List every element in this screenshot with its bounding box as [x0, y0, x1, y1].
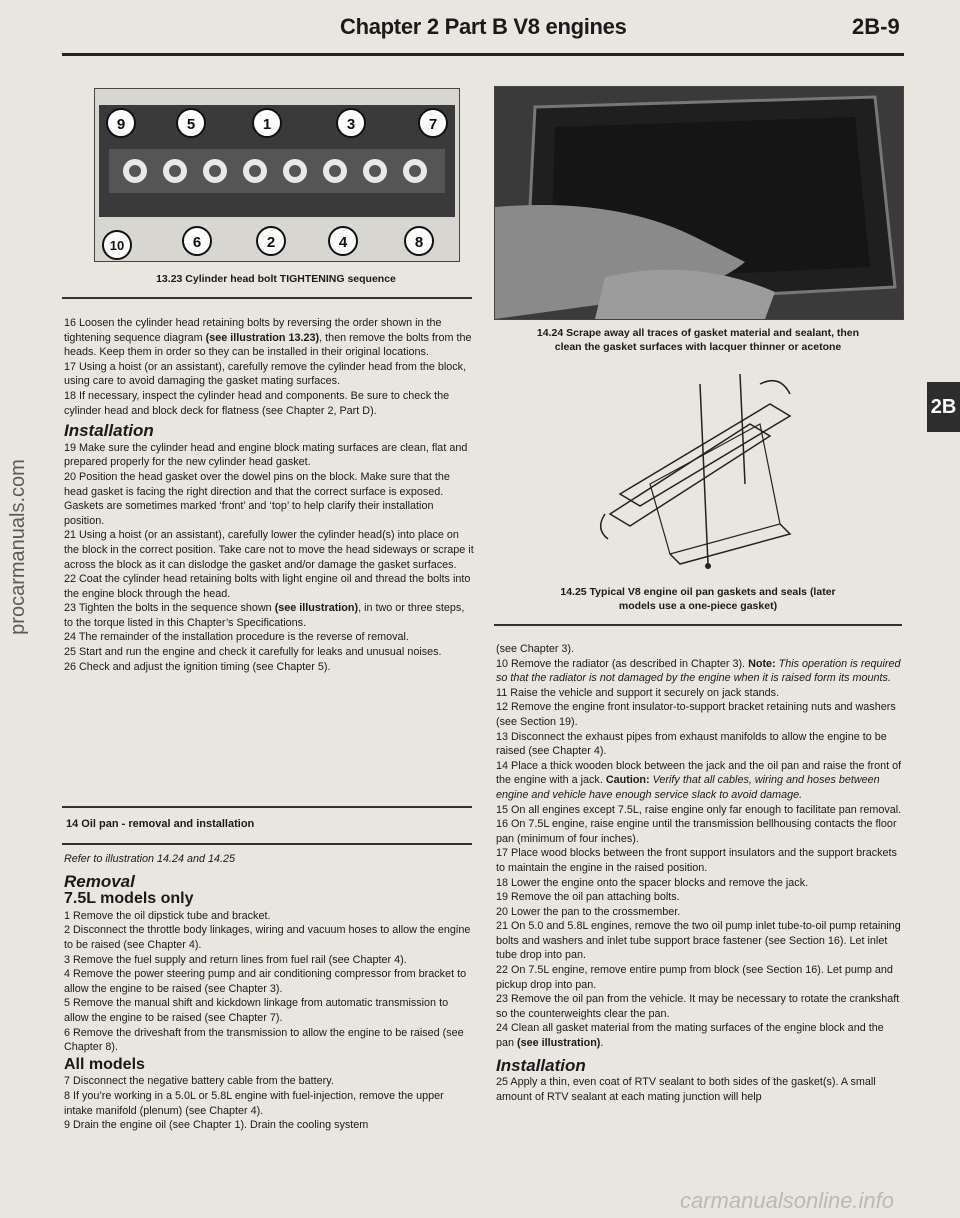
oil-pan-scraping-drawing	[495, 87, 903, 319]
bolt-number: 4	[338, 234, 348, 251]
fig-13-23-caption: 13.23 Cylinder head bolt TIGHTENING sequence	[156, 273, 396, 285]
paragraph: 12 Remove the engine front insulator-to-support bracket retaining nuts and washers (see Section 19).	[496, 701, 896, 728]
bolt-number: 2	[266, 234, 276, 251]
bolt-number: 5	[186, 116, 196, 133]
left-column-upper	[64, 316, 474, 674]
caption-line: 14.25 Typical V8 engine oil pan gaskets and seals (later	[560, 586, 836, 598]
section-rule	[62, 843, 472, 845]
paragraph: 17 Using a hoist (or an assistant), carefully remove the cylinder head from the block, using care to avoid damaging the gasket mating surfaces.	[64, 360, 467, 388]
paragraph: 22 On 7.5L engine, remove entire pump from block (see Section 16). Let pump and pickup drop into pan.	[496, 964, 893, 991]
bolt-number: 10	[109, 238, 125, 253]
paragraph: 20 Lower the pan to the crossmember.	[496, 905, 681, 918]
paragraph: 25 Start and run the engine and check it carefully for leaks and unusual noises.	[64, 646, 442, 659]
paragraph: 18 If necessary, inspect the cylinder head and components. Be sure to check the cylinder head and block deck for flatness (see Chapter 2, Part D).	[64, 389, 450, 417]
section-rule	[494, 624, 902, 626]
paragraph: 7 Disconnect the negative battery cable from the battery.	[64, 1075, 334, 1088]
removal-heading: Removal	[64, 871, 135, 891]
paragraph: 23 Remove the oil pan from the vehicle. It may be necessary to rotate the crankshaft so the counterweights clear the pan.	[496, 993, 900, 1020]
paragraph: 3 Remove the fuel supply and return lines from fuel rail (see Chapter 4).	[64, 953, 407, 966]
all-models-heading: All models	[64, 1055, 145, 1073]
fig-14-24-caption	[494, 326, 902, 354]
paragraph: 13 Disconnect the exhaust pipes from exhaust manifolds to allow the engine to be raised (see Chapter 4).	[496, 730, 887, 758]
section-rule	[62, 806, 472, 808]
paragraph: 4 Remove the power steering pump and air conditioning compressor from bracket to allow the engine to be raised (see Chapter 3).	[64, 968, 467, 995]
installation-heading: Installation	[496, 1055, 586, 1075]
models-75-heading: 7.5L models only	[64, 890, 194, 908]
paragraph: 22 Coat the cylinder head retaining bolts with light engine oil and thread the bolts into the engine block through the head.	[64, 573, 471, 600]
bottom-watermark: carmanualsonline.info	[680, 1188, 895, 1213]
paragraph: 24 The remainder of the installation procedure is the reverse of removal.	[64, 631, 409, 644]
paragraph: 9 Drain the engine oil (see Chapter 1). Drain the cooling system	[64, 1119, 369, 1132]
paragraph: 14 Place a thick wooden block between the jack and the oil pan and raise the front of the engine with a jack. Caution: Verify that all cables, wiring and hoses between engine and vehicle have enough service slack to avoid damage.	[496, 759, 902, 801]
paragraph: 17 Place wood blocks between the front support insulators and the support brackets to maintain the engine in the raised position.	[496, 847, 897, 874]
paragraph: 16 Loosen the cylinder head retaining bolts by reversing the order shown in the tightening sequence diagram (see illustration 13.23), then remove the bolts from the heads. Keep them in order so they can be installed in their original locations.	[64, 317, 472, 359]
paragraph: 25 Apply a thin, even coat of RTV sealant to both sides of the gasket(s). A small amount of RTV sealant at each mating junction will help	[496, 1076, 876, 1103]
paragraph: 8 If you’re working in a 5.0L or 5.8L engine with fuel-injection, remove the upper intake manifold (plenum) (see Chapter 4).	[64, 1089, 444, 1117]
paragraph: 5 Remove the manual shift and kickdown linkage from automatic transmission to allow the engine to be raised (see Chapter 7).	[64, 997, 449, 1024]
bolt-number: 6	[192, 234, 202, 251]
paragraph: 21 Using a hoist (or an assistant), carefully lower the cylinder head(s) into place on the block in the correct position. Take care not to move the head sideways or scrape it across the block as it can dislodge the gasket and/or damage the gasket surfaces.	[64, 529, 474, 571]
paragraph: 24 Clean all gasket material from the mating surfaces of the engine block and the pan (see illustration).	[496, 1022, 884, 1050]
paragraph: 1 Remove the oil dipstick tube and bracket.	[64, 909, 271, 922]
paragraph: 26 Check and adjust the ignition timing (see Chapter 5).	[64, 660, 331, 673]
chapter-title: Chapter 2 Part B V8 engines	[340, 14, 627, 39]
paragraph: 10 Remove the radiator (as described in Chapter 3). Note: This operation is required so that the radiator is not damaged by the engine when it is raised form its mounts.	[496, 657, 901, 685]
installation-heading: Installation	[64, 421, 154, 441]
refer-line: Refer to illustration 14.24 and 14.25	[64, 853, 236, 865]
caption-line: clean the gasket surfaces with lacquer thinner or acetone	[554, 341, 842, 353]
paragraph: 6 Remove the driveshaft from the transmission to allow the engine to be raised (see Chapter 8).	[64, 1026, 464, 1054]
left-column-lower	[64, 852, 474, 1133]
paragraph: 21 On 5.0 and 5.8L engines, remove the two oil pump inlet tube-to-oil pump retaining bolts and washers and inlet tube support brace fastener (see Section 16). Let inlet tube drop into pan.	[496, 920, 901, 962]
paragraph: 11 Raise the vehicle and support it securely on jack stands.	[496, 686, 780, 699]
paragraph: 19 Remove the oil pan attaching bolts.	[496, 891, 680, 904]
page-number: 2B-9	[852, 14, 900, 39]
paragraph: 20 Position the head gasket over the dowel pins on the block. Make sure that the head gasket is facing the right direction and that the correct surface is exposed. Gaskets are sometimes marked ‘front’ and ‘top’ to help clarify their installation position.	[64, 470, 450, 527]
cylinder-head-photo	[94, 88, 460, 262]
cylinder-head-drawing	[95, 89, 459, 261]
paragraph: 2 Disconnect the throttle body linkages, wiring and vacuum hoses to allow the engine to be raised (see Chapter 4).	[64, 924, 471, 951]
gasket-diagram	[580, 364, 820, 576]
oil-pan-photo	[494, 86, 904, 320]
side-watermark: procarmanuals.com	[7, 459, 29, 635]
bolt-number: 9	[116, 116, 126, 133]
bolt-number: 8	[414, 234, 424, 251]
paragraph: 16 On 7.5L engine, raise engine until the transmission bellhousing contacts the floor pan (minimum of four inches).	[496, 818, 897, 845]
paragraph: 23 Tighten the bolts in the sequence shown (see illustration), in two or three steps, to the torque listed in this Chapter’s Specifications.	[64, 602, 465, 629]
fig-14-25-caption	[494, 585, 902, 613]
paragraph: 19 Make sure the cylinder head and engine block mating surfaces are clean, flat and prepared properly for the new cylinder head gasket.	[64, 441, 468, 469]
header-rule	[62, 53, 904, 56]
paragraph: 18 Lower the engine onto the spacer blocks and remove the jack.	[496, 876, 809, 889]
oil-pan-gasket-drawing	[580, 364, 820, 576]
chapter-tab: 2B	[927, 382, 960, 432]
paragraph: 15 On all engines except 7.5L, raise engine only far enough to facilitate pan removal.	[496, 803, 902, 816]
bolt-number: 7	[428, 116, 438, 133]
section-rule	[62, 297, 472, 299]
section-14-title: 14 Oil pan - removal and installation	[66, 818, 255, 830]
caption-line: models use a one-piece gasket)	[618, 600, 778, 612]
bolt-number: 3	[346, 116, 356, 133]
right-column	[496, 642, 902, 1104]
paragraph: (see Chapter 3).	[496, 643, 575, 655]
bolt-number: 1	[262, 116, 272, 133]
caption-line: 14.24 Scrape away all traces of gasket material and sealant, then	[536, 327, 860, 339]
